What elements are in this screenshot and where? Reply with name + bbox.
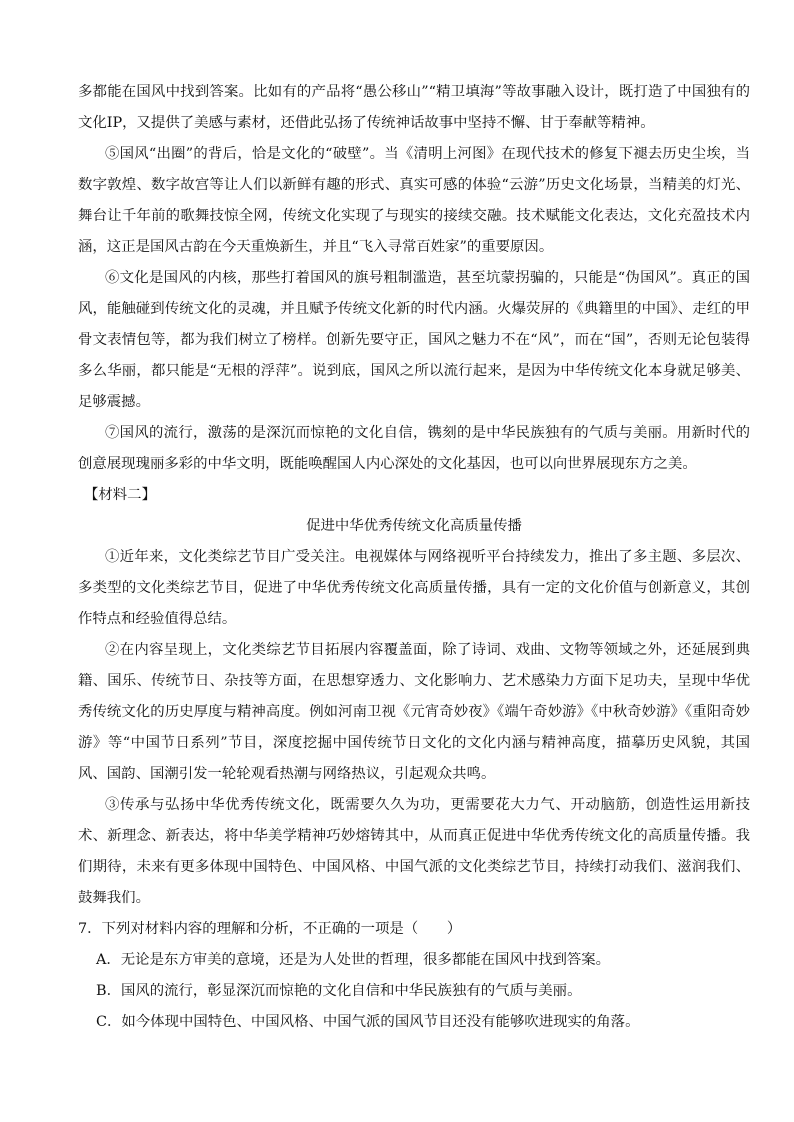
material2-paragraph-2: ②在内容呈现上，文化类综艺节目拓展内容覆盖面，除了诗词、戏曲、文物等领域之外，还延展到典籍、国乐、传统节日、杂技等方面，在思想穿透力、文化影响力、艺术感染力方面下足功夫，呈现中华优秀传统文化的历史厚度与精神高度。例如河南卫视《元宵奇妙夜》《端午奇妙游》《中秋奇妙游》《重阳奇妙游》等“中国节日系列”节目，深度挖掘中国传统节日文化的文化内涵与精神高度，描摹历史风貌，其国风、国韵、国潮引发一轮轮观看热潮与网络热议，引起观众共鸣。 — [78, 642, 750, 782]
question-7-option-a[interactable]: A．无论是东方审美的意境，还是为人处世的哲理，很多都能在国风中找到答案。 — [96, 952, 611, 968]
page-content — [78, 77, 750, 1038]
material1-paragraph-6: ⑥文化是国风的内核，那些打着国风的旗号粗制滥造，甚至坑蒙拐骗的，只能是“伪国风”。真正的国风，能触碰到传统文化的灵魂，并且赋予传统文化新的时代内涵。火爆荧屏的《典籍里的中国》、走红的甲骨文表情包等，都为我们树立了榜样。创新先要守正，国风之魅力不在“风”，而在“国”，否则无论包装得多么华丽，都只能是“无根的浮萍”。说到底，国风之所以流行起来，是因为中华传统文化本身就足够美、足够震撼。 — [78, 270, 750, 410]
material2-label: 【材料二】 — [84, 487, 156, 503]
question-7-stem: 7．下列对材料内容的理解和分析，不正确的一项是（ ） — [78, 921, 462, 937]
material2-title: 促进中华优秀传统文化高质量传播 — [306, 518, 522, 534]
material1-paragraph-7: ⑦国风的流行，激荡的是深沉而惊艳的文化自信，镌刻的是中华民族独有的气质与美丽。用新时代的创意展现瑰丽多彩的中华文明，既能唤醒国人内心深处的文化基因，也可以向世界展现东方之美。 — [78, 425, 750, 472]
question-7-option-b[interactable]: B．国风的流行，彰显深沉而惊艳的文化自信和中华民族独有的气质与美丽。 — [96, 983, 582, 999]
material1-paragraph-5: ⑤国风“出圈”的背后，恰是文化的“破壁”。当《清明上河图》在现代技术的修复下褪去历史尘埃，当数字敦煌、数字故宫等让人们以新鲜有趣的形式、真实可感的体验“云游”历史文化场景，当精美的灯光、舞台让千年前的歌舞技惊全网，传统文化实现了与现实的接续交融。技术赋能文化表达，文化充盈技术内涵，这正是国风古韵在今天重焕新生，并且“飞入寻常百姓家”的重要原因。 — [78, 146, 750, 255]
question-7-option-c[interactable]: C．如今体现中国特色、中国风格、中国气派的国风节目还没有能够吹进现实的角落。 — [96, 1014, 640, 1030]
material2-paragraph-1: ①近年来，文化类综艺节目广受关注。电视媒体与网络视听平台持续发力，推出了多主题、多层次、多类型的文化类综艺节目，促进了中华优秀传统文化高质量传播，具有一定的文化价值与创新意义，其创作特点和经验值得总结。 — [78, 549, 750, 627]
material1-paragraph-4-continued: 多都能在国风中找到答案。比如有的产品将“愚公移山”“精卫填海”等故事融入设计，既打造了中国独有的文化IP，又提供了美感与素材，还借此弘扬了传统神话故事中坚持不懈、甘于奉献等精神。 — [78, 84, 750, 131]
material2-paragraph-3: ③传承与弘扬中华优秀传统文化，既需要久久为功，更需要花大力气、开动脑筋，创造性运用新技术、新理念、新表达，将中华美学精神巧妙熔铸其中，从而真正促进中华优秀传统文化的高质量传播。我们期待，未来有更多体现中国特色、中国风格、中国气派的文化类综艺节目，持续打动我们、滋润我们、鼓舞我们。 — [78, 797, 750, 906]
